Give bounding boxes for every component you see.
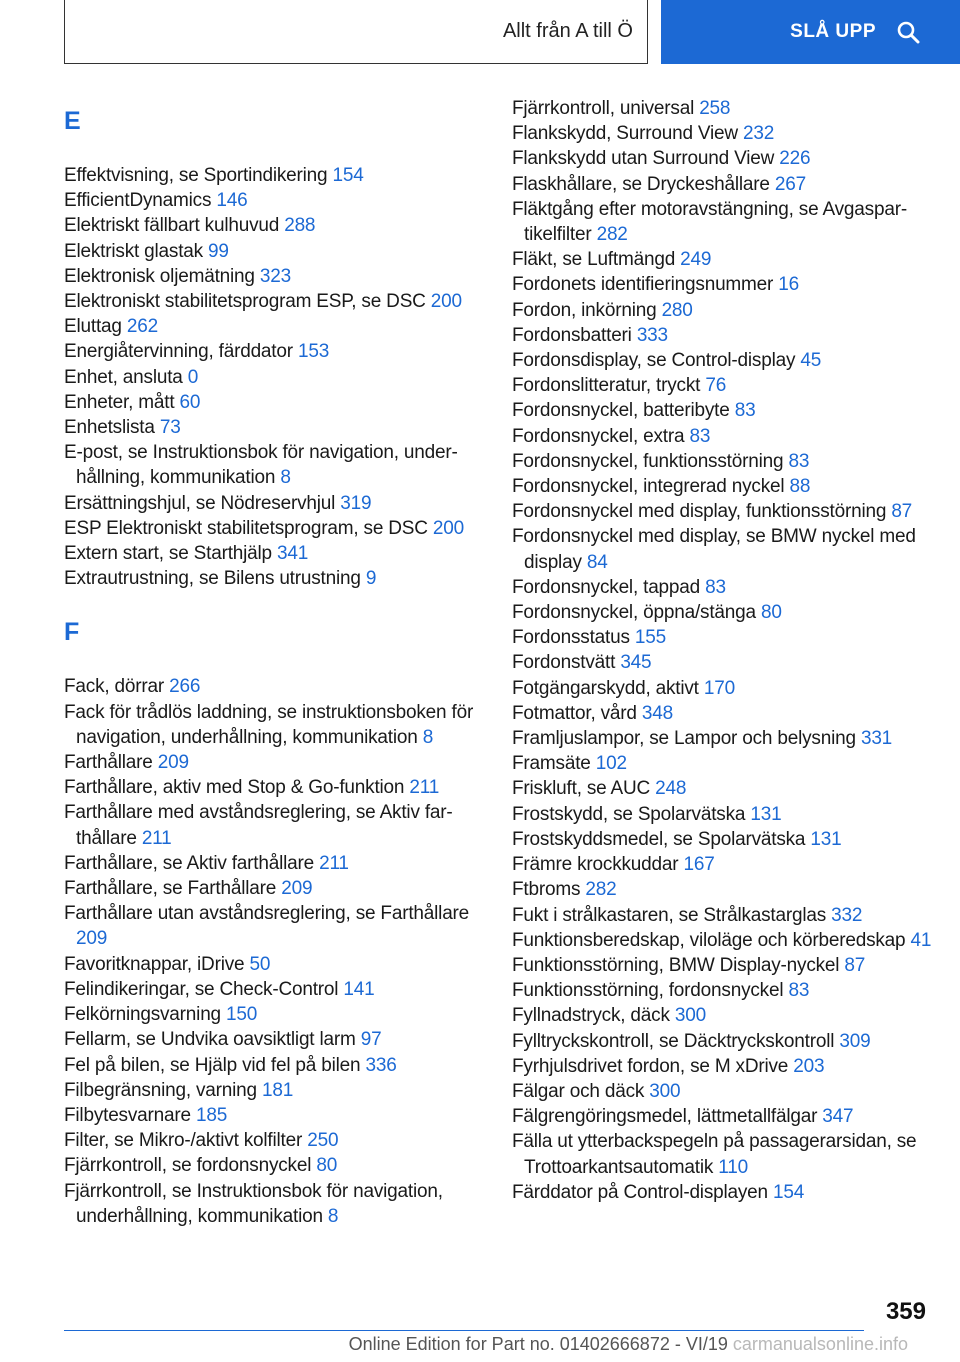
index-entry <box>64 851 476 876</box>
index-entry <box>512 172 932 197</box>
page-reference-link[interactable]: 209 <box>157 752 189 774</box>
index-entry <box>64 264 476 289</box>
index-entry-text: Fukt i strålkastaren, se Strålkastarglas <box>512 904 827 926</box>
page-reference-link[interactable]: 8 <box>422 726 434 748</box>
index-entry-text: Frostskydd, se Spolarvätska <box>512 803 746 825</box>
index-entry-text: Energiåtervinning, färddator <box>64 341 293 363</box>
page-reference-link[interactable]: 87 <box>844 954 866 976</box>
page-reference-link[interactable]: 332 <box>831 904 863 926</box>
index-entry-text: Fordonets identifieringsnummer <box>512 274 774 296</box>
index-entry <box>64 163 476 188</box>
index-entry <box>64 775 476 800</box>
index-entry-text: Fjärrkontroll, se Instruktionsbok för navigation, underhållning, kommunikation <box>64 1180 443 1227</box>
page-reference-link[interactable]: 83 <box>705 576 726 598</box>
page-reference-link[interactable]: 110 <box>718 1156 748 1178</box>
index-entry-text: Fordonsstatus <box>512 627 630 649</box>
page-reference-link[interactable]: 154 <box>332 165 364 186</box>
page-reference-link[interactable]: 50 <box>249 953 271 975</box>
page-reference-link[interactable]: 102 <box>595 753 627 775</box>
page-reference-link[interactable]: 331 <box>860 728 893 750</box>
page-reference-link[interactable]: 83 <box>689 425 711 447</box>
index-entry-text: Fordonsnyckel med display, funktionsstörning <box>512 501 887 523</box>
index-entry-text: Filbytesvarnare <box>64 1104 191 1126</box>
page-reference-link[interactable]: 150 <box>226 1004 258 1026</box>
page-reference-link[interactable]: 262 <box>126 316 158 338</box>
index-entry <box>512 398 932 423</box>
index-entry-text: Farthållare, se Aktiv farthållare <box>64 852 315 874</box>
page-reference-link[interactable]: 141 <box>343 978 375 1000</box>
index-entry <box>64 541 476 566</box>
search-icon <box>896 20 920 44</box>
index-entry-text: Flankskydd utan Surround View <box>512 148 775 170</box>
index-entry <box>512 424 932 449</box>
index-entry-text: EfficientDynamics <box>64 190 212 212</box>
index-entry <box>64 1053 476 1078</box>
page-reference-link[interactable]: 341 <box>277 543 309 565</box>
index-entry-text: Ersättningshjul, se Nödreservhjul <box>64 492 336 514</box>
page-reference-link[interactable]: 203 <box>793 1055 825 1077</box>
index-entry-text: Fjärrkontroll, se fordonsnyckel <box>64 1155 312 1177</box>
index-entry-text: Eluttag <box>64 316 122 338</box>
index-entry <box>512 298 932 323</box>
index-entry-text: Farthållare <box>64 752 153 774</box>
page-reference-link[interactable]: 84 <box>586 551 608 573</box>
index-entry <box>64 876 476 901</box>
page-reference-link[interactable]: 83 <box>734 400 756 422</box>
index-entry-text: Felindikeringar, se Check-Control <box>64 978 339 1000</box>
index-entry-text: Fyllnadstryck, däck <box>512 1005 670 1027</box>
index-entry <box>512 146 932 171</box>
page-reference-link[interactable]: 300 <box>674 1005 706 1027</box>
index-entry-text: E-post, se Instruktionsbok för navigation, underhållning, kommunikation <box>64 442 458 489</box>
index-entry <box>64 339 476 364</box>
index-entry <box>64 700 476 750</box>
page-reference-link[interactable]: 267 <box>774 173 806 195</box>
index-entry-text: Fordonsnyckel, batteribyte <box>512 400 730 422</box>
index-entry-text: Elektronisk oljemätning <box>64 265 255 287</box>
page-reference-link[interactable]: 232 <box>743 123 775 145</box>
index-entry <box>64 1027 476 1052</box>
page-reference-link[interactable]: 300 <box>649 1080 681 1102</box>
index-entry <box>64 1179 476 1229</box>
index-entry <box>512 600 932 625</box>
index-entry <box>512 852 932 877</box>
index-entry-text: Fel på bilen, se Hjälp vid fel på bilen <box>64 1054 361 1076</box>
index-entry-text: Fordonsnyckel, integrerad nyckel <box>512 476 785 498</box>
index-entry-text: Favoritknappar, iDrive <box>64 953 245 975</box>
index-entry <box>512 726 932 751</box>
page-reference-link[interactable]: 155 <box>634 627 666 649</box>
index-entry <box>512 1054 932 1079</box>
index-entry <box>512 247 932 272</box>
index-entry-text: Fälla ut ytterbackspegeln på passagerarsidan, se Trottoarkantsautomatik <box>512 1131 917 1178</box>
index-entry-text: Fellarm, se Undvika oavsiktligt larm <box>64 1029 356 1051</box>
index-entry-text: Elektriskt fällbart kulhuvud <box>64 215 280 237</box>
index-entry-text: ESP Elektroniskt stabilitetsprogram, se DSC <box>64 517 428 539</box>
index-entry-text: Fordonsdisplay, se Control-display <box>512 350 796 372</box>
index-entry <box>64 566 476 591</box>
page-reference-link[interactable]: 185 <box>195 1104 228 1126</box>
index-entry <box>64 1103 476 1128</box>
index-entry-text: Extern start, se Starthjälp <box>64 543 272 565</box>
index-entry-text: Elektriskt glastak <box>64 240 203 262</box>
page-reference-link[interactable]: 131 <box>810 828 842 850</box>
index-entry <box>512 1003 932 1028</box>
index-entry <box>512 1029 932 1054</box>
page-reference-link[interactable]: 211 <box>409 777 440 799</box>
page-reference-link[interactable]: 8 <box>327 1205 339 1227</box>
page-reference-link[interactable]: 280 <box>661 299 693 321</box>
index-entry-text: Farthållare med avståndsreglering, se Aktiv farthållare <box>64 802 453 849</box>
page-reference-link[interactable]: 248 <box>655 778 687 800</box>
edition-text: Online Edition for Part no. 01402666872 - VI/19 <box>348 1334 728 1354</box>
index-entry-text: Fordonslitteratur, tryckt <box>512 375 701 397</box>
index-entry-text: Funktionsstörning, BMW Display-nyckel <box>512 954 840 976</box>
index-entry-text: Framsäte <box>512 753 591 775</box>
index-entry-text: Fälgar och däck <box>512 1080 645 1102</box>
page-reference-link[interactable]: 211 <box>319 852 349 874</box>
page-reference-link[interactable]: 288 <box>284 215 316 237</box>
index-entry-text: Farthållare, se Farthållare <box>64 878 277 900</box>
index-entry-text: Fordonsnyckel med display, se BMW nyckel med display <box>512 526 916 573</box>
page-reference-link[interactable]: 333 <box>636 324 668 346</box>
index-entry-text: Farthållare utan avståndsreglering, se Farthållare <box>64 903 470 925</box>
page-reference-link[interactable]: 9 <box>365 568 377 590</box>
index-entry <box>512 827 932 852</box>
index-entry <box>512 1129 932 1179</box>
index-entry-text: Filter, se Mikro-/aktivt kolfilter <box>64 1130 303 1152</box>
page-reference-link[interactable]: 97 <box>360 1029 382 1051</box>
index-entry <box>512 474 932 499</box>
index-entry-text: Fylltryckskontroll, se Däcktryckskontroll <box>512 1030 835 1052</box>
index-entry-text: Farthållare, aktiv med Stop & Go-funktion <box>64 777 405 799</box>
index-entry-text: Enheter, mått <box>64 391 175 413</box>
page-reference-link[interactable]: 226 <box>779 148 811 170</box>
page-reference-link[interactable]: 153 <box>297 341 330 363</box>
index-entry-text: Fälgrengöringsmedel, lättmetallfälgar <box>512 1106 818 1128</box>
page-reference-link[interactable]: 266 <box>169 676 201 698</box>
page-reference-link[interactable]: 60 <box>179 391 201 413</box>
index-entry-text: Extrautrustning, se Bilens utrustning <box>64 568 361 590</box>
index-entry <box>512 928 932 953</box>
page-reference-link[interactable]: 209 <box>281 878 313 900</box>
index-entry <box>512 449 932 474</box>
index-entry <box>512 373 932 398</box>
lookup-button[interactable] <box>661 0 960 64</box>
index-entry <box>64 314 476 339</box>
index-entry <box>64 952 476 977</box>
index-entry <box>64 188 476 213</box>
index-entry <box>512 903 932 928</box>
page-reference-link[interactable]: 309 <box>839 1030 871 1052</box>
index-entry-text: Fordonsbatteri <box>512 324 632 346</box>
index-column-left <box>64 96 476 1229</box>
index-entry <box>64 289 476 314</box>
index-entry <box>512 272 932 297</box>
a-to-z-label: Allt från A till Ö <box>502 20 633 42</box>
page-reference-link[interactable]: 45 <box>800 350 822 372</box>
index-entry <box>64 365 476 390</box>
index-entry <box>512 121 932 146</box>
page-reference-link[interactable]: 319 <box>340 492 372 514</box>
index-entry <box>64 977 476 1002</box>
index-entry <box>512 978 932 1003</box>
index-entry <box>512 650 932 675</box>
page-reference-link[interactable]: 83 <box>788 450 810 472</box>
index-entry <box>64 1078 476 1103</box>
page-reference-link[interactable]: 87 <box>891 501 913 523</box>
page-reference-link[interactable]: 347 <box>822 1106 854 1128</box>
page-reference-link[interactable]: 131 <box>750 803 782 825</box>
page-reference-link[interactable]: 336 <box>365 1054 397 1076</box>
page-reference-link[interactable]: 0 <box>187 366 199 388</box>
index-entry-text: Fack, dörrar <box>64 676 165 698</box>
page-reference-link[interactable]: 348 <box>641 702 673 724</box>
index-entry-text: Flankskydd, Surround View <box>512 123 738 145</box>
a-to-z-tab[interactable] <box>64 0 648 64</box>
index-entry-text: Främre krockkuddar <box>512 854 679 876</box>
index-entry <box>512 751 932 776</box>
index-entry <box>512 776 932 801</box>
index-entry <box>512 524 932 574</box>
page-reference-link[interactable]: 80 <box>316 1155 338 1177</box>
section-letter: E <box>64 107 81 135</box>
index-entry <box>64 239 476 264</box>
index-entry <box>64 1128 476 1153</box>
index-entry-text: Effektvisning, se Sportindikering <box>64 165 328 186</box>
index-entry-text: Filbegränsning, varning <box>64 1079 257 1101</box>
index-entry <box>512 877 932 902</box>
index-entry <box>512 323 932 348</box>
page-reference-link[interactable]: 167 <box>683 854 715 876</box>
index-entry-text: Felkörningsvarning <box>64 1004 221 1026</box>
page-reference-link[interactable]: 16 <box>778 274 800 296</box>
index-entry-text: Funktionsberedskap, viloläge och körberedskap <box>512 929 906 951</box>
index-entry-text: Fordon, inkörning <box>512 299 657 321</box>
index-entry-text: Fjärrkontroll, universal <box>512 98 695 119</box>
index-entry-text: Fordonstvätt <box>512 652 616 674</box>
index-entry-text: Fordonsnyckel, öppna/stänga <box>512 602 756 624</box>
index-column-right <box>512 96 932 1205</box>
page-header <box>0 0 960 66</box>
index-entry-text: Frostskyddsmedel, se Spolarvätska <box>512 828 806 850</box>
index-entry <box>64 750 476 775</box>
page-reference-link[interactable]: 282 <box>585 879 617 901</box>
index-entry <box>512 1079 932 1104</box>
page-reference-link[interactable]: 83 <box>788 980 810 1002</box>
index-entry <box>512 348 932 373</box>
index-entry <box>64 415 476 440</box>
index-entry <box>512 575 932 600</box>
page-reference-link[interactable]: 323 <box>259 265 291 287</box>
index-entry <box>512 1104 932 1129</box>
index-entry <box>64 674 476 699</box>
index-entry <box>512 499 932 524</box>
page-reference-link[interactable]: 250 <box>307 1130 339 1152</box>
page-reference-link[interactable]: 80 <box>760 602 782 624</box>
page-reference-link[interactable]: 41 <box>910 929 932 951</box>
index-entry <box>64 1153 476 1178</box>
index-entry <box>64 800 476 850</box>
index-entry-text: Elektroniskt stabilitetsprogram ESP, se DSC <box>64 291 426 313</box>
index-entry-text: Friskluft, se AUC <box>512 778 651 800</box>
index-entry <box>512 676 932 701</box>
index-entry-text: Fack för trådlös laddning, se instruktionsboken för navigation, underhållning, kommunikation <box>64 701 474 748</box>
lookup-label: SLÅ UPP <box>790 21 876 42</box>
index-entry-text: Fotgängarskydd, aktivt <box>512 677 699 699</box>
index-entry <box>512 1180 932 1205</box>
watermark-text: carmanualsonline.info <box>732 1334 908 1354</box>
index-entry-text: Flaskhållare, se Dryckeshållare <box>512 173 770 195</box>
page-reference-link[interactable]: 209 <box>76 928 108 950</box>
page-reference-link[interactable]: 258 <box>699 98 731 119</box>
index-entry-text: Fordonsnyckel, funktionsstörning <box>512 450 784 472</box>
section-letter: F <box>64 618 80 647</box>
index-entry <box>512 802 932 827</box>
page-reference-link[interactable]: 200 <box>430 291 462 313</box>
page-reference-link[interactable]: 88 <box>789 476 811 498</box>
index-entry-text: Framljuslampor, se Lampor och belysning <box>512 728 856 750</box>
page-reference-link[interactable]: 249 <box>680 249 712 271</box>
index-entry <box>64 440 476 490</box>
page-reference-link[interactable]: 146 <box>216 190 248 212</box>
index-entry-text: Fläktgång efter motoravstängning, se Avgaspartikelfilter <box>512 198 908 246</box>
index-entry-text: Funktionsstörning, fordonsnyckel <box>512 980 784 1002</box>
page-reference-link[interactable]: 181 <box>262 1079 294 1101</box>
page-reference-link[interactable]: 154 <box>773 1181 805 1203</box>
index-entry <box>64 516 476 541</box>
index-entry <box>64 1002 476 1027</box>
index-entry-text: Färddator på Control-displayen <box>512 1181 768 1203</box>
index-entry-text: Fotmattor, vård <box>512 702 637 724</box>
page-reference-link[interactable]: 170 <box>703 677 735 699</box>
page-number: 359 <box>885 1298 926 1325</box>
page-reference-link[interactable]: 282 <box>596 224 628 246</box>
index-entry-text: Enhetslista <box>64 417 155 439</box>
index-entry <box>512 96 932 121</box>
page-reference-link[interactable]: 99 <box>208 240 229 262</box>
page-reference-link[interactable]: 345 <box>620 652 652 674</box>
page-reference-link[interactable]: 8 <box>280 467 291 489</box>
index-entry-text: Ftbroms <box>512 879 581 901</box>
page-reference-link[interactable]: 200 <box>432 517 465 539</box>
index-entry-text: Fyrhjulsdrivet fordon, se M xDrive <box>512 1055 789 1077</box>
index-entry-text: Fordonsnyckel, extra <box>512 425 685 447</box>
page-reference-link[interactable]: 76 <box>705 375 727 397</box>
index-entry <box>64 491 476 516</box>
index-entry-text: Fläkt, se Luftmängd <box>512 249 676 271</box>
index-entry <box>512 953 932 978</box>
page-reference-link[interactable]: 73 <box>159 417 181 439</box>
index-entry <box>64 901 476 951</box>
footer-rule <box>64 1330 864 1331</box>
index-entry <box>64 213 476 238</box>
page-reference-link[interactable]: 211 <box>141 827 172 849</box>
index-entry <box>512 701 932 726</box>
index-entry <box>64 390 476 415</box>
index-entry-text: Enhet, ansluta <box>64 366 188 388</box>
index-entry <box>512 625 932 650</box>
index-entry-text: Fordonsnyckel, tappad <box>512 576 701 598</box>
index-entry <box>512 197 932 247</box>
page-footer <box>0 1334 960 1355</box>
